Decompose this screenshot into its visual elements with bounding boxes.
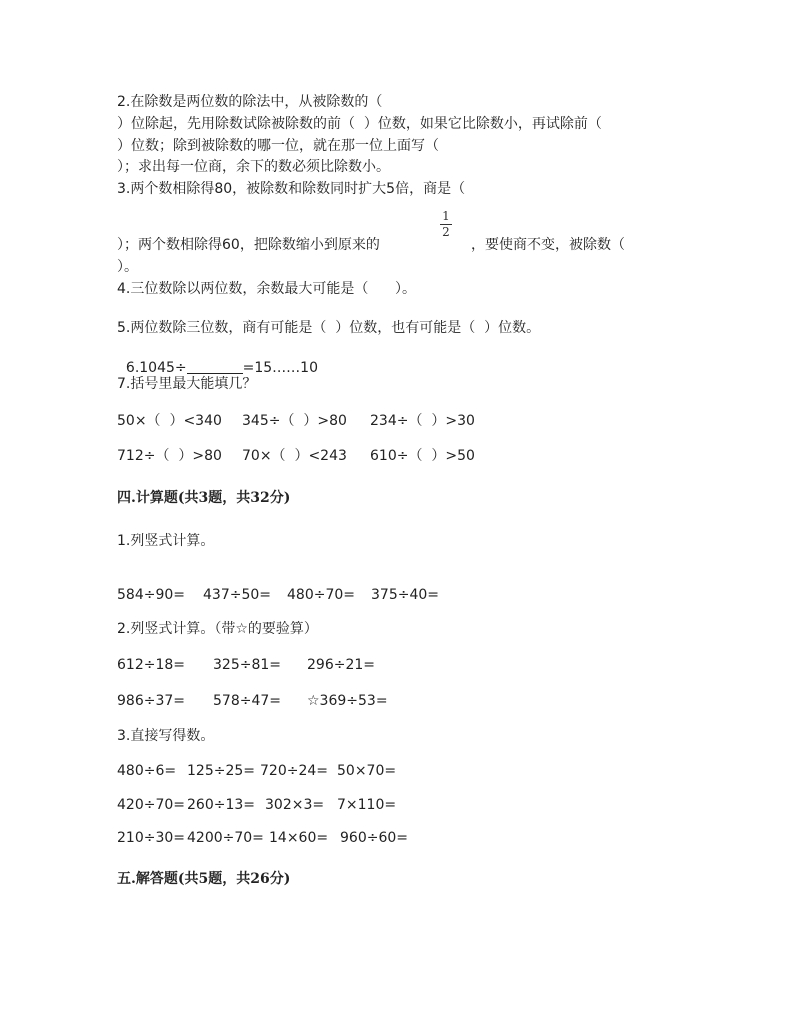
s4-p3-title: 3.直接写得数。 [117, 728, 215, 744]
problem-item: 260÷13= [187, 797, 255, 813]
problem-item: 584÷90= [117, 587, 185, 603]
s4-p2-title: 2.列竖式计算。（带☆的要验算） [117, 621, 318, 637]
s4-p1-title: 1.列竖式计算。 [117, 533, 215, 549]
problem-item: 375÷40= [371, 587, 439, 603]
problem-item: 612÷18= [117, 657, 185, 673]
problem-item: 125÷25= [187, 763, 255, 779]
problem-item: 325÷81= [213, 657, 281, 673]
s4-p2-row1 [117, 656, 517, 674]
s4-p3-row1 [117, 762, 517, 780]
q4-text: 4.三位数除以两位数，余数最大可能是（ ）。 [117, 281, 417, 297]
s4-p3-row2 [117, 796, 517, 814]
problem-item: 986÷37= [117, 693, 185, 709]
q7-item: 712÷（ ）>80 [117, 448, 222, 464]
fraction-denominator: 2 [442, 225, 450, 239]
section4-heading: 四.计算题(共3题，共32分) [117, 490, 291, 506]
q7-row2 [117, 447, 517, 465]
q2-line1: 2.在除数是两位数的除法中，从被除数的（ [117, 94, 383, 110]
problem-item: 437÷50= [203, 587, 271, 603]
q7-title: 7.括号里最大能填几？ [117, 376, 257, 392]
problem-item: 420÷70= [117, 797, 185, 813]
q3-line2b: ，要使商不变，被除数（ [471, 237, 625, 253]
q6-line [117, 341, 318, 377]
q2-line2: ）位除起，先用除数试除被除数的前（ ）位数，如果它比除数小，再试除前（ [117, 116, 602, 132]
problem-item: 960÷60= [340, 830, 408, 846]
q2-line4: ）；求出每一位商，余下的数必须比除数小。 [117, 159, 390, 175]
q7-item: 345÷（ ）>80 [242, 413, 347, 429]
q7-item: 70×（ ）<243 [242, 448, 347, 464]
q7-item: 50×（ ）<340 [117, 413, 222, 429]
s4-p3-row3 [117, 829, 517, 847]
problem-item: 210÷30= [117, 830, 185, 846]
q3-line3: ）。 [117, 259, 138, 275]
problem-item: 480÷6= [117, 763, 177, 779]
problem-item: 480÷70= [287, 587, 355, 603]
q6-answer-blank[interactable] [187, 359, 243, 374]
problem-item: 14×60= [269, 830, 329, 846]
q7-row1 [117, 412, 517, 430]
q7-item: 234÷（ ）>30 [370, 413, 475, 429]
q6-prefix: 6.1045÷ [125, 360, 187, 376]
q5-text: 5.两位数除三位数，商有可能是（ ）位数，也有可能是（ ）位数。 [117, 320, 541, 336]
problem-item: 7×110= [337, 797, 397, 813]
s4-p1-row [117, 586, 517, 604]
problem-item: 302×3= [265, 797, 325, 813]
q3-line1: 3.两个数相除得80，被除数和除数同时扩大5倍，商是（ [117, 181, 466, 197]
problem-item: 578÷47= [213, 693, 281, 709]
problem-item: 4200÷70= [187, 830, 264, 846]
q7-item: 610÷（ ）>50 [370, 448, 475, 464]
problem-item: ☆369÷53= [307, 693, 388, 709]
s4-p2-row2 [117, 692, 517, 710]
problem-item: 296÷21= [307, 657, 375, 673]
problem-item: 50×70= [337, 763, 397, 779]
section5-heading: 五.解答题(共5题，共26分) [117, 871, 291, 887]
fraction-one-half [440, 210, 452, 239]
q2-line3: ）位数；除到被除数的哪一位，就在那一位上面写（ [117, 138, 439, 154]
problem-item: 720÷24= [260, 763, 328, 779]
q6-suffix: =15……10 [242, 360, 318, 376]
q3-line2a: ）；两个数相除得60，把除数缩小到原来的 [117, 237, 380, 253]
fraction-numerator: 1 [442, 209, 450, 223]
